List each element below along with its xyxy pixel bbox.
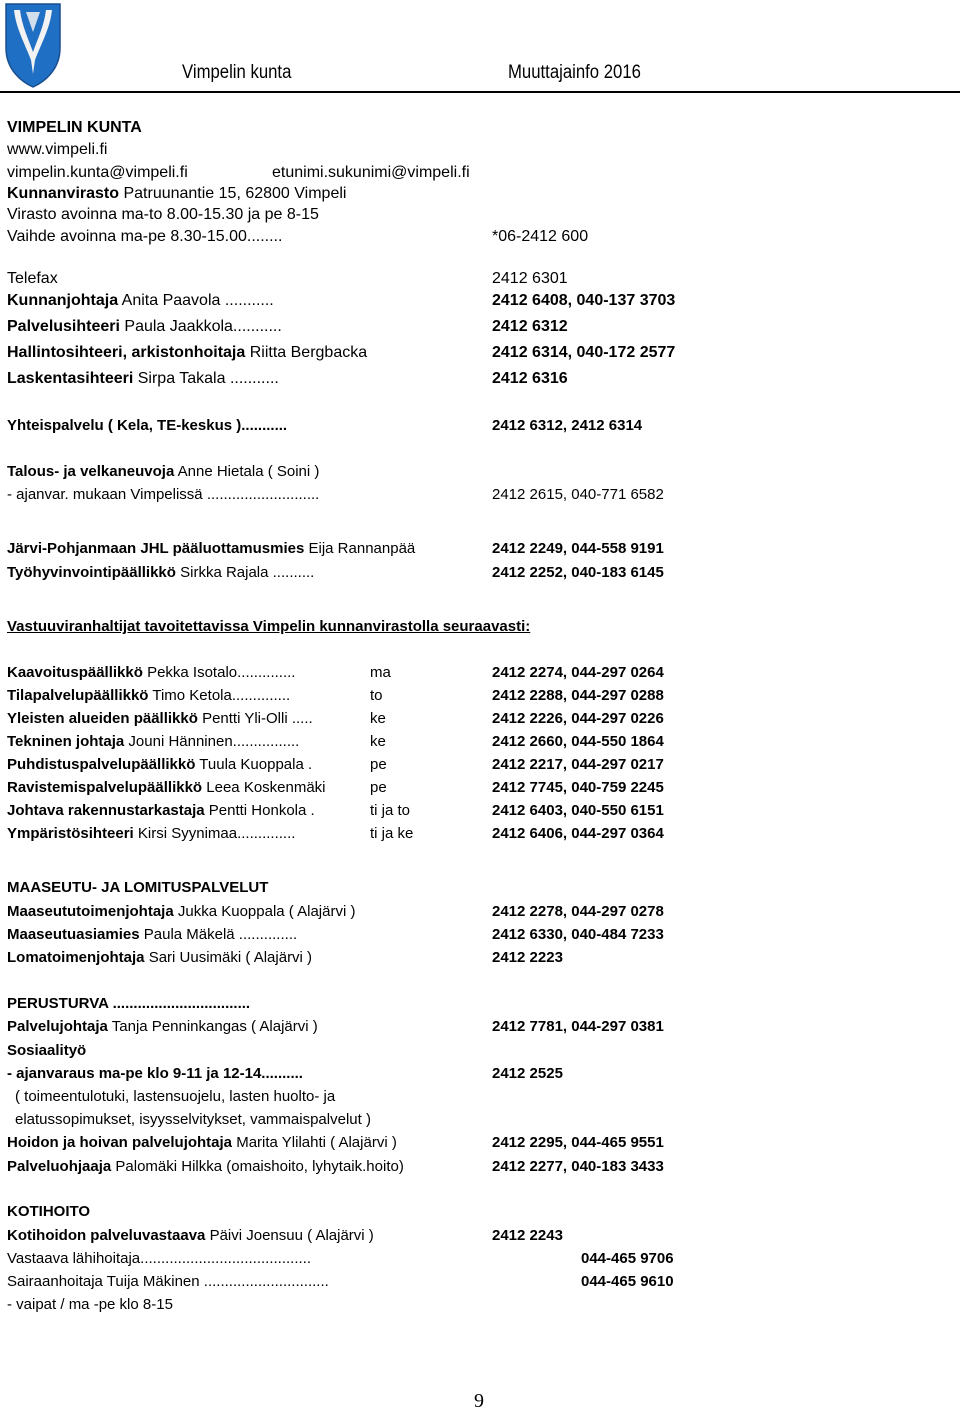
rural-row: Maaseututoimenjohtaja Jukka Kuoppala ( Alajärvi ) xyxy=(7,903,356,920)
rural-phone: 2412 2223 xyxy=(492,949,563,966)
guide-row: Palveluohjaaja Palomäki Hilkka (omaishoito, lyhytaik.hoito) xyxy=(7,1158,404,1175)
header-divider xyxy=(0,91,960,93)
care-row: Hoidon ja hoivan palvelujohtaja Marita Ylilahti ( Alajärvi ) xyxy=(7,1134,397,1151)
social-note-1: ( toimeentulotuki, lastensuojelu, lasten huolto- ja xyxy=(15,1088,336,1105)
org-website[interactable]: www.vimpeli.fi xyxy=(7,141,108,158)
official-day: pe xyxy=(370,756,387,773)
official-phone: 2412 2274, 044-297 0264 xyxy=(492,664,664,681)
contact-role: Hallintosihteeri, arkistonhoitaja xyxy=(7,344,246,361)
official-phone: 2412 7745, 040-759 2245 xyxy=(492,779,664,796)
official-phone: 2412 2226, 044-297 0226 xyxy=(492,710,664,727)
official-row: Johtava rakennustarkastaja Pentti Honkola . xyxy=(7,802,315,819)
home-care-nurse: Vastaava lähihoitaja......................................... xyxy=(7,1250,312,1267)
official-phone: 2412 2660, 044-550 1864 xyxy=(492,733,664,750)
contact-row xyxy=(7,317,282,337)
contact-role: Järvi-Pohjanmaan JHL pääluottamusmies xyxy=(7,540,305,557)
contact-name: Sirkka Rajala .......... xyxy=(180,564,315,581)
switchboard-label: Vaihde avoinna ma-pe 8.30-15.00........ xyxy=(7,228,283,245)
rural-row: Lomatoimenjohtaja Sari Uusimäki ( Alajärvi ) xyxy=(7,949,313,966)
org-name: VIMPELIN KUNTA xyxy=(7,119,142,136)
official-phone: 2412 6403, 040-550 6151 xyxy=(492,802,664,819)
contact-phone: 2412 6316 xyxy=(492,370,568,387)
social-booking-phone: 2412 2525 xyxy=(492,1065,563,1082)
official-day: ti ja ke xyxy=(370,825,414,842)
contact-role: Kunnanjohtaja xyxy=(7,292,119,309)
office-label: Kunnanvirasto xyxy=(7,185,120,202)
debt-advice-phone: 2412 2615, 040-771 6582 xyxy=(492,486,664,503)
official-day: ti ja to xyxy=(370,802,411,819)
social-heading: Sosiaalityö xyxy=(7,1042,87,1059)
home-care-rn: Sairaanhoitaja Tuija Mäkinen .............................. xyxy=(7,1273,329,1290)
page-number: 9 xyxy=(474,1390,484,1412)
header-municipality: Vimpelin kunta xyxy=(182,62,292,83)
contact-phone: 2412 2249, 044-558 9191 xyxy=(492,540,664,557)
official-row: Tilapalvelupäällikkö Timo Ketola.............. xyxy=(7,687,291,704)
contact-name: Eija Rannanpää xyxy=(308,540,416,557)
home-care-nurse-phone: 044-465 9706 xyxy=(581,1250,674,1267)
contact-phone: 2412 2252, 040-183 6145 xyxy=(492,564,664,581)
municipality-crest-logo xyxy=(4,2,62,88)
official-row: Ravistemispalvelupäällikkö Leea Koskenmäki xyxy=(7,779,326,796)
official-day: ke xyxy=(370,710,386,727)
home-care-lead-phone: 2412 2243 xyxy=(492,1227,563,1244)
contact-phone: 2412 6301 xyxy=(492,270,568,287)
office-hours: Virasto avoinna ma-to 8.00-15.30 ja pe 8-15 xyxy=(7,206,319,223)
contact-role: Palvelusihteeri xyxy=(7,318,120,335)
social-note-2: elatussopimukset, isyysselvitykset, vammaispalvelut ) xyxy=(15,1111,371,1128)
guide-phone: 2412 2277, 040-183 3433 xyxy=(492,1158,664,1175)
basic-chief-row: Palvelujohtaja Tanja Penninkangas ( Alajärvi ) xyxy=(7,1018,318,1035)
contact-name: Paula Jaakkola........... xyxy=(124,318,282,335)
contact-row xyxy=(7,291,274,311)
home-care-rn-phone: 044-465 9610 xyxy=(581,1273,674,1290)
official-day: pe xyxy=(370,779,387,796)
official-row: Kaavoituspäällikkö Pekka Isotalo.............. xyxy=(7,664,296,681)
contact-phone: 2412 6408, 040-137 3703 xyxy=(492,292,676,309)
contact-name: Anita Paavola ........... xyxy=(121,292,274,309)
rural-heading: MAASEUTU- JA LOMITUSPALVELUT xyxy=(7,879,269,896)
union-row xyxy=(7,563,314,583)
official-day: ma xyxy=(370,664,391,681)
contact-name: Anne Hietala ( Soini ) xyxy=(177,463,320,480)
rural-row: Maaseutuasiamies Paula Mäkelä .............. xyxy=(7,926,298,943)
contact-row xyxy=(7,369,279,389)
header-document-title: Muuttajainfo 2016 xyxy=(508,62,641,83)
contact-role: Työhyvinvointipäällikkö xyxy=(7,564,176,581)
officials-heading: Vastuuviranhaltijat tavoitettavissa Vimpelin kunnanvirastolla seuraavasti: xyxy=(7,618,531,635)
official-day: to xyxy=(370,687,383,704)
official-row: Yleisten alueiden päällikkö Pentti Yli-Olli ..... xyxy=(7,710,313,727)
org-email-pattern: etunimi.sukunimi@vimpeli.fi xyxy=(272,164,470,181)
contact-phone: 2412 6314, 040-172 2577 xyxy=(492,344,676,361)
official-phone: 2412 2217, 044-297 0217 xyxy=(492,756,664,773)
contact-role: Talous- ja velkaneuvoja xyxy=(7,463,175,480)
contact-name: Riitta Bergbacka xyxy=(249,344,368,361)
official-row: Puhdistuspalvelupäällikkö Tuula Kuoppala . xyxy=(7,756,313,773)
official-row: Ympäristösihteeri Kirsi Syynimaa.............. xyxy=(7,825,296,842)
home-care-heading: KOTIHOITO xyxy=(7,1203,91,1220)
office-address-row xyxy=(7,184,346,204)
debt-advice-note: - ajanvar. mukaan Vimpelissä ........................... xyxy=(7,486,320,503)
home-care-lead-row: Kotihoidon palveluvastaava Päivi Joensuu ( Alajärvi ) xyxy=(7,1227,374,1244)
contact-row: Telefax xyxy=(7,270,58,287)
union-row xyxy=(7,539,415,559)
shared-service-label: Yhteispalvelu ( Kela, TE-keskus )........... xyxy=(7,417,288,434)
basic-heading: PERUSTURVA ................................. xyxy=(7,995,251,1012)
switchboard-phone: *06-2412 600 xyxy=(492,228,589,245)
care-phone: 2412 2295, 044-465 9551 xyxy=(492,1134,664,1151)
rural-phone: 2412 6330, 040-484 7233 xyxy=(492,926,664,943)
official-phone: 2412 6406, 044-297 0364 xyxy=(492,825,664,842)
social-booking: - ajanvaraus ma-pe klo 9-11 ja 12-14.......... xyxy=(7,1065,303,1082)
contact-role: Laskentasihteeri xyxy=(7,370,134,387)
rural-phone: 2412 2278, 044-297 0278 xyxy=(492,903,664,920)
official-day: ke xyxy=(370,733,386,750)
contact-name: Sirpa Takala ........... xyxy=(137,370,279,387)
basic-chief-phone: 2412 7781, 044-297 0381 xyxy=(492,1018,664,1035)
office-address: Patruunantie 15, 62800 Vimpeli xyxy=(123,185,347,202)
shared-service-phone: 2412 6312, 2412 6314 xyxy=(492,417,643,434)
debt-advice-row xyxy=(7,462,319,482)
contact-phone: 2412 6312 xyxy=(492,318,568,335)
official-row: Tekninen johtaja Jouni Hänninen................ xyxy=(7,733,300,750)
contact-row xyxy=(7,343,367,363)
org-email[interactable]: vimpelin.kunta@vimpeli.fi xyxy=(7,164,188,181)
home-care-hours: - vaipat / ma -pe klo 8-15 xyxy=(7,1296,173,1313)
official-phone: 2412 2288, 044-297 0288 xyxy=(492,687,664,704)
